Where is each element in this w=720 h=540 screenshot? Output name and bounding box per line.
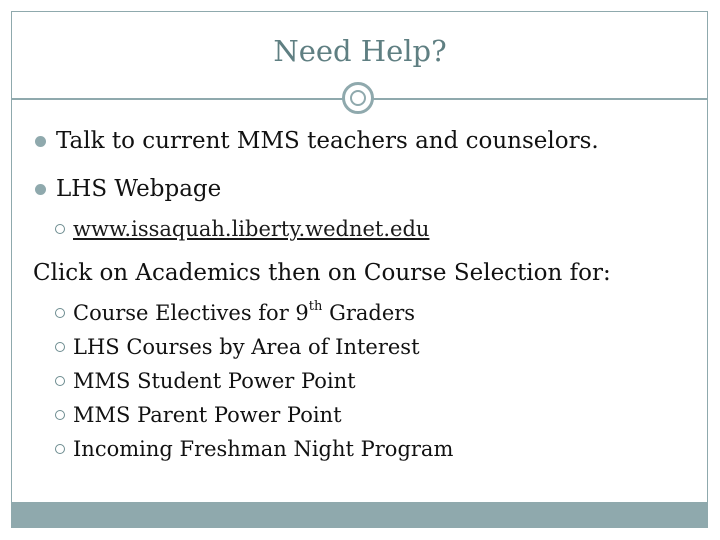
sub-bullet-text: MMS Student Power Point <box>73 369 356 393</box>
footer-bar <box>11 502 708 528</box>
divider-circle-inner <box>350 90 366 106</box>
bullet-dot-icon <box>35 184 46 195</box>
bullet-ring-icon <box>55 342 65 352</box>
bullet-ring-icon <box>55 444 65 454</box>
sub-bullet-item <box>55 437 453 461</box>
sub-bullet-text: Incoming Freshman Night Program <box>73 437 454 461</box>
sub-bullet-text: LHS Courses by Area of Interest <box>73 335 420 359</box>
sub-bullet-text: MMS Parent Power Point <box>73 403 342 427</box>
website-link[interactable]: www.issaquah.liberty.wednet.edu <box>73 217 430 241</box>
bullet-ring-icon <box>55 376 65 386</box>
slide-title: Need Help? <box>273 34 447 68</box>
sub-bullet-item <box>55 217 429 241</box>
sub-bullet-item <box>55 301 415 325</box>
sub-bullet-item <box>55 403 342 427</box>
bullet-dot-icon <box>35 136 46 147</box>
bullet-item <box>35 176 221 202</box>
sub-bullet-text <box>73 301 415 325</box>
bullet-text: LHS Webpage <box>56 176 222 202</box>
intro-text: Click on Academics then on Course Selection for: <box>33 260 611 286</box>
bullet-item <box>35 128 599 154</box>
sub-bullet-item <box>55 335 420 359</box>
divider-circle-ornament <box>342 82 374 114</box>
sub-bullet-text-tail: Graders <box>322 301 416 325</box>
bullet-ring-icon <box>55 224 65 234</box>
sub-bullet-item <box>55 369 356 393</box>
bullet-ring-icon <box>55 308 65 318</box>
sub-bullet-text-main: Course Electives for 9 <box>73 301 309 325</box>
intro-line <box>33 260 611 286</box>
bullet-text: Talk to current MMS teachers and counselors. <box>56 128 599 154</box>
ordinal-suffix: th <box>308 299 323 314</box>
bullet-ring-icon <box>55 410 65 420</box>
